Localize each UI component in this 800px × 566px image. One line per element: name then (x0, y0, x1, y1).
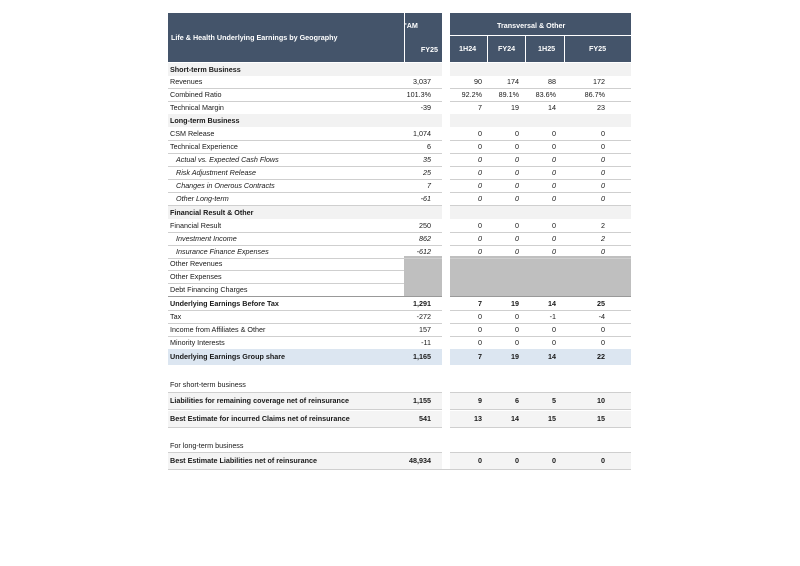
value-cell: 5 (552, 396, 556, 405)
row-label: Best Estimate Liabilities net of reinsurance (170, 456, 317, 465)
value-cell: 7 (427, 181, 431, 190)
value-cell: 89.1% (498, 90, 519, 99)
value-cell: 0 (478, 168, 482, 177)
value-cell: 0 (478, 234, 482, 243)
row-label: Financial Result (170, 221, 222, 230)
value-cell: -4 (598, 312, 605, 321)
col-header-0: FY25 (420, 45, 438, 54)
value-cell: 0 (478, 181, 482, 190)
value-cell: 0 (552, 181, 556, 190)
value-cell: 0 (601, 129, 605, 138)
table-row (168, 153, 631, 167)
group-right-label: Transversal & Other (497, 21, 566, 30)
header-title-cell (168, 13, 404, 62)
value-cell: 92.2% (461, 90, 482, 99)
value-cell: 0 (552, 325, 556, 334)
value-cell: 7 (478, 352, 482, 361)
value-cell: 1,155 (413, 396, 431, 405)
table-row (168, 257, 404, 271)
table-row (168, 310, 631, 324)
section-financial (168, 206, 631, 219)
value-cell: 14 (511, 414, 519, 423)
section-label: Long-term Business (170, 116, 240, 125)
value-cell: 90 (474, 77, 482, 86)
value-cell: 0 (478, 247, 482, 256)
table-row (168, 75, 631, 89)
table-row (168, 101, 631, 115)
table-row (168, 323, 631, 337)
table-title: Life & Health Underlying Earnings by Geography (171, 33, 338, 42)
value-cell: 0 (601, 155, 605, 164)
value-cell: 1,074 (413, 129, 431, 138)
value-cell: 0 (552, 142, 556, 151)
value-cell: 48,934 (409, 456, 431, 465)
column-gap (442, 63, 450, 469)
value-cell: 23 (597, 103, 605, 112)
table-row (168, 392, 631, 410)
row-label: Underlying Earnings Before Tax (170, 299, 279, 308)
table-row (168, 270, 404, 284)
value-cell: 0 (552, 155, 556, 164)
value-cell: -272 (416, 312, 431, 321)
value-cell: 88 (548, 77, 556, 86)
value-cell: 86.7% (584, 90, 605, 99)
table-row (168, 127, 631, 141)
value-cell: 0 (552, 456, 556, 465)
value-cell: 0 (478, 155, 482, 164)
row-label: Investment Income (176, 234, 237, 243)
value-cell: 0 (515, 456, 519, 465)
value-cell: 15 (597, 414, 605, 423)
value-cell: 2 (601, 234, 605, 243)
table-row (168, 166, 631, 180)
value-cell: 0 (515, 142, 519, 151)
row-label: Insurance Finance Expenses (176, 247, 269, 256)
value-cell: 0 (601, 194, 605, 203)
col-header-cell-2 (488, 36, 526, 62)
value-cell: 174 (507, 77, 519, 86)
note-label: For short-term business (170, 380, 246, 389)
value-cell: 0 (478, 312, 482, 321)
value-cell: 0 (478, 129, 482, 138)
col-header-cell-3 (526, 36, 565, 62)
value-cell: 0 (601, 456, 605, 465)
value-cell: 0 (552, 234, 556, 243)
row-label: Underlying Earnings Group share (170, 352, 286, 361)
value-cell: 0 (478, 194, 482, 203)
row-label: Other Expenses (170, 272, 222, 281)
note-label: For long-term business (170, 441, 244, 450)
value-cell: 0 (601, 325, 605, 334)
value-cell: 0 (478, 325, 482, 334)
value-cell: 0 (601, 181, 605, 190)
table-row (168, 452, 631, 470)
value-cell: 7 (478, 299, 482, 308)
value-cell: 250 (419, 221, 431, 230)
col-header-cell-4 (565, 36, 631, 62)
value-cell: 0 (515, 168, 519, 177)
value-cell: 3,037 (413, 77, 431, 86)
value-cell: 541 (419, 414, 431, 423)
value-cell: 1,291 (413, 299, 431, 308)
value-cell: 6 (515, 396, 519, 405)
row-label: Technical Margin (170, 103, 224, 112)
row-label: Minority Interests (170, 338, 225, 347)
value-cell: 0 (478, 221, 482, 230)
row-label: Actual vs. Expected Cash Flows (176, 155, 279, 164)
table-row (168, 296, 631, 311)
value-cell: 101.3% (406, 90, 431, 99)
value-cell: 0 (515, 221, 519, 230)
row-label: Risk Adjustment Release (176, 168, 257, 177)
table-row (168, 411, 631, 428)
col-header-cell-1 (450, 36, 488, 62)
row-label: Income from Affiliates & Other (170, 325, 266, 334)
table-row (168, 192, 631, 206)
value-cell: 0 (515, 155, 519, 164)
value-cell: 83.6% (535, 90, 556, 99)
col-header-1: 1H24 (459, 44, 477, 53)
value-cell: 0 (515, 338, 519, 347)
col-header-2: FY24 (498, 44, 516, 53)
blank-fill-left (404, 256, 442, 296)
value-cell: 0 (552, 129, 556, 138)
value-cell: 10 (597, 396, 605, 405)
value-cell: 7 (478, 103, 482, 112)
blank-fill-right (450, 256, 631, 296)
section-long-term (168, 114, 631, 127)
value-cell: 35 (423, 155, 431, 164)
value-cell: -61 (420, 194, 431, 203)
value-cell: -612 (416, 247, 431, 256)
table-row (168, 283, 404, 297)
value-cell: -1 (549, 312, 556, 321)
value-cell: 14 (548, 103, 556, 112)
value-cell: -11 (421, 338, 431, 347)
value-cell: 9 (478, 396, 482, 405)
value-cell: 0 (515, 194, 519, 203)
value-cell: 25 (423, 168, 431, 177)
value-cell: 0 (515, 312, 519, 321)
value-cell: 14 (548, 299, 556, 308)
value-cell: 0 (601, 168, 605, 177)
row-label: Revenues (170, 77, 203, 86)
table-row (168, 336, 631, 350)
row-label: Combined Ratio (170, 90, 222, 99)
value-cell: 0 (478, 338, 482, 347)
col-header-4: FY25 (589, 44, 607, 53)
row-label: Debt Financing Charges (170, 285, 248, 294)
value-cell: 14 (548, 352, 556, 361)
value-cell: 0 (552, 168, 556, 177)
value-cell: 0 (515, 234, 519, 243)
row-label: CSM Release (170, 129, 215, 138)
value-cell: 172 (593, 77, 605, 86)
value-cell: 2 (601, 221, 605, 230)
group-left-label: 'AM (405, 21, 418, 30)
value-cell: 0 (515, 129, 519, 138)
section-label: Short-term Business (170, 65, 241, 74)
note-short-term (168, 378, 631, 391)
value-cell: 1,165 (413, 352, 431, 361)
value-cell: 0 (515, 247, 519, 256)
value-cell: 0 (552, 221, 556, 230)
value-cell: 0 (515, 325, 519, 334)
row-label: Tax (170, 312, 182, 321)
value-cell: 0 (552, 247, 556, 256)
section-label: Financial Result & Other (170, 208, 254, 217)
row-label: Technical Experience (170, 142, 238, 151)
value-cell: 0 (601, 338, 605, 347)
value-cell: 6 (427, 142, 431, 151)
value-cell: 0 (478, 142, 482, 151)
value-cell: 0 (601, 247, 605, 256)
value-cell: 19 (511, 352, 519, 361)
value-cell: 15 (548, 414, 556, 423)
value-cell: 22 (597, 352, 605, 361)
note-long-term (168, 439, 631, 452)
table-row (168, 88, 631, 102)
value-cell: 0 (515, 181, 519, 190)
value-cell: 19 (511, 299, 519, 308)
row-label: Other Revenues (170, 259, 223, 268)
header-left-group-cell (404, 13, 442, 62)
row-label: Other Long-term (176, 194, 229, 203)
value-cell: 862 (419, 234, 431, 243)
table-row (168, 219, 631, 233)
value-cell: 0 (478, 456, 482, 465)
value-cell: -39 (420, 103, 431, 112)
value-cell: 25 (597, 299, 605, 308)
row-label: Changes in Onerous Contracts (176, 181, 275, 190)
table-row (168, 140, 631, 154)
value-cell: 13 (474, 414, 482, 423)
table-row (168, 179, 631, 193)
row-label: Best Estimate for incurred Claims net of reinsurance (170, 414, 350, 423)
table-row (168, 232, 631, 246)
row-label: Liabilities for remaining coverage net of reinsurance (170, 396, 349, 405)
value-cell: 0 (601, 142, 605, 151)
value-cell: 19 (511, 103, 519, 112)
col-header-3: 1H25 (538, 44, 556, 53)
value-cell: 157 (419, 325, 431, 334)
value-cell: 0 (552, 194, 556, 203)
value-cell: 0 (552, 338, 556, 347)
table-row-group-share (168, 349, 631, 365)
